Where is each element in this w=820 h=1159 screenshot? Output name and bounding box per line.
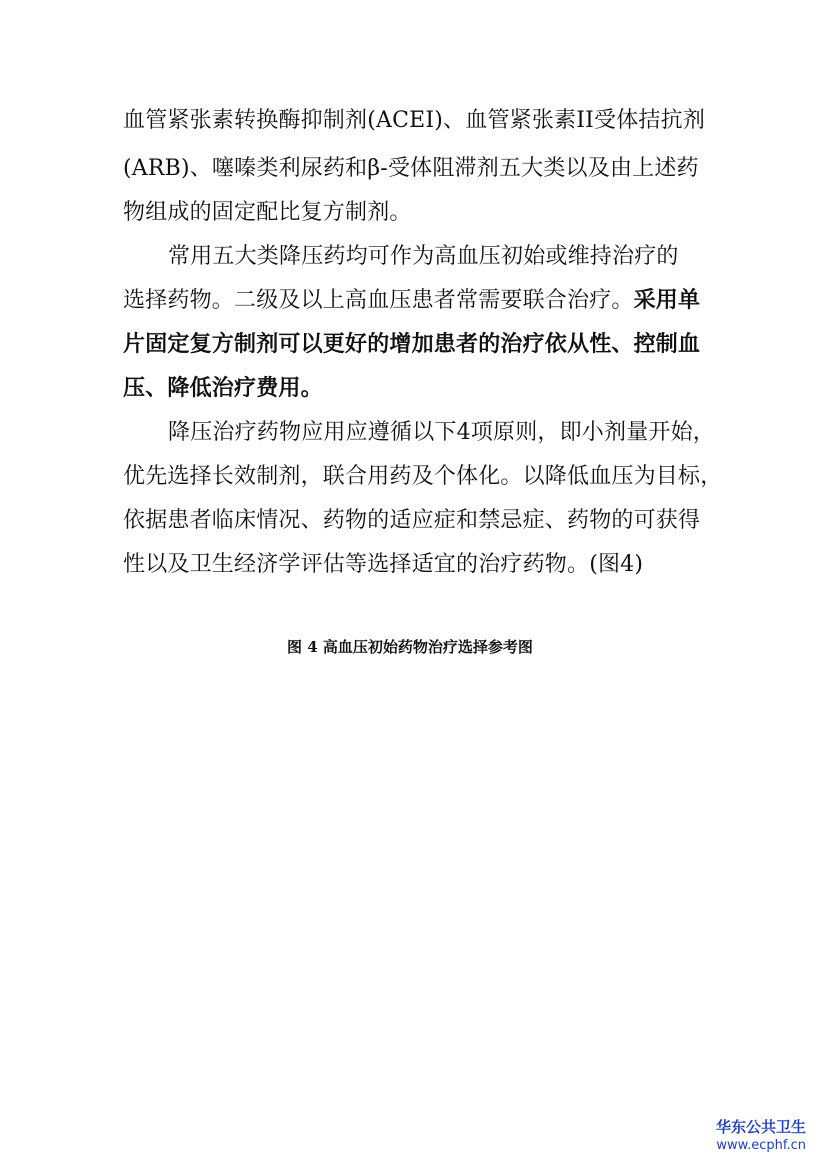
paragraph-line-8: 降压治疗药物应用应遵循以下4项原则，即小剂量开始， <box>168 420 715 445</box>
paragraph-line-5-bold: 采用单 <box>633 288 701 313</box>
figure-caption: 图 4 高血压初始药物治疗选择参考图 <box>287 638 533 656</box>
paragraph-line-6-bold: 片固定复方制剂可以更好的增加患者的治疗依从性、控制血 <box>123 332 701 357</box>
paragraph-line-1: 血管紧张素转换酶抑制剂(ACEI)、血管紧张素II受体拮抗剂 <box>123 108 706 133</box>
watermark-name: 华东公共卫生 <box>715 1118 806 1136</box>
paragraph-line-5 <box>123 286 700 316</box>
paragraph-line-3: 物组成的固定配比复方制剂。 <box>123 200 412 225</box>
paragraph-line-5-regular: 选择药物。二级及以上高血压患者常需要联合治疗。 <box>123 288 634 313</box>
paragraph-line-10: 依据患者临床情况、药物的适应症和禁忌症、药物的可获得 <box>123 508 701 533</box>
paragraph-line-2: (ARB)、噻嗪类利尿药和β-受体阻滞剂五大类以及由上述药 <box>123 156 699 181</box>
paragraph-line-4: 常用五大类降压药均可作为高血压初始或维持治疗的 <box>168 244 679 269</box>
watermark <box>716 1117 806 1155</box>
paragraph-line-7-bold: 压、降低治疗费用。 <box>123 376 323 401</box>
paragraph-line-9: 优先选择长效制剂，联合用药及个体化。以降低血压为目标， <box>123 464 723 489</box>
watermark-url: www.ecphf.cn <box>716 1138 806 1153</box>
paragraph-line-11: 性以及卫生经济学评估等选择适宜的治疗药物。(图4) <box>123 552 644 577</box>
